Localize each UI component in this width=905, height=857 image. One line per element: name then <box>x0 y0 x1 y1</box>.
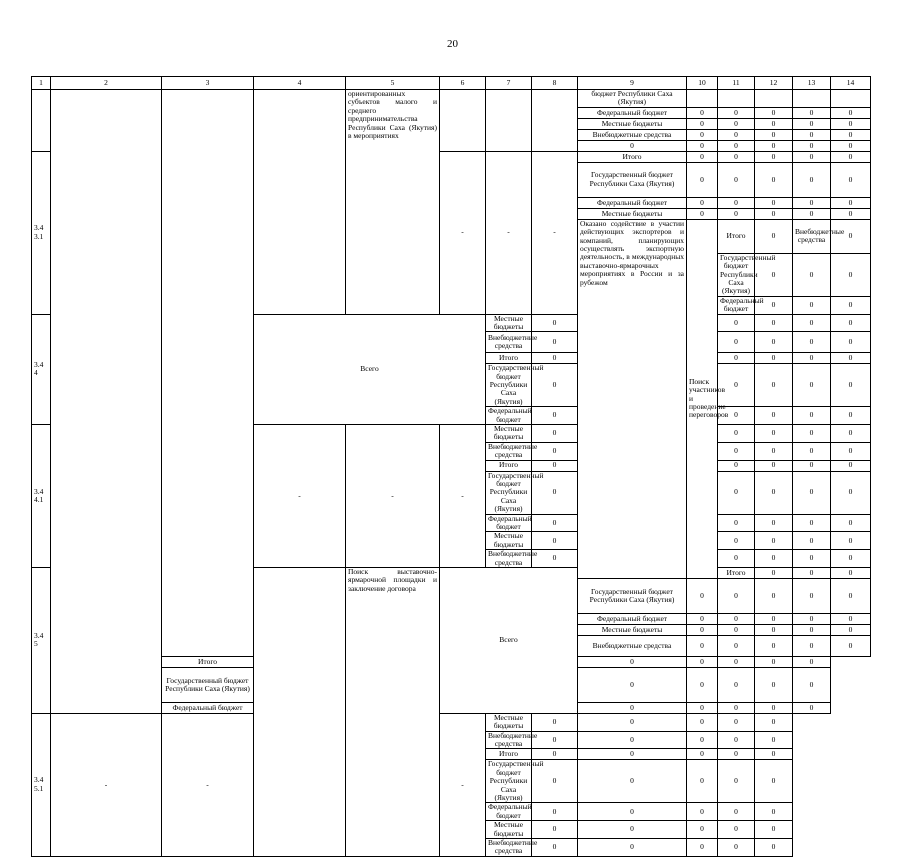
value-cell: 0 <box>831 107 871 118</box>
value-cell: 0 <box>793 635 831 656</box>
budget-table <box>31 76 871 857</box>
date-cell <box>440 90 486 152</box>
value-cell: 0 <box>831 118 871 129</box>
value-cell: 0 <box>831 578 871 613</box>
value-cell: 0 <box>718 314 755 332</box>
value-cell: 0 <box>532 749 578 760</box>
funding-source-cell: Федеральный бюджет <box>718 296 755 314</box>
date-cell: - <box>440 425 486 568</box>
value-cell: 0 <box>718 613 755 624</box>
value-cell: 0 <box>718 197 755 208</box>
row-code-cell: 3.4 4.1 <box>32 425 51 568</box>
value-cell: 0 <box>831 407 871 425</box>
value-cell: 0 <box>532 713 578 731</box>
value-cell: 0 <box>755 713 793 731</box>
date-cell <box>486 90 532 152</box>
funding-source-cell: Федеральный бюджет <box>578 613 687 624</box>
value-cell: 0 <box>755 550 793 568</box>
value-cell: 0 <box>687 749 718 760</box>
value-cell: 0 <box>793 667 831 702</box>
value-cell: 0 <box>578 656 687 667</box>
value-cell: 0 <box>718 713 755 731</box>
value-cell: 0 <box>718 208 755 219</box>
value-cell: 0 <box>687 578 718 613</box>
value-cell: 0 <box>793 253 831 296</box>
value-cell: 0 <box>532 803 578 821</box>
value-cell: 0 <box>755 624 793 635</box>
funding-source-cell: 0 <box>578 140 687 151</box>
funding-source-cell: Федеральный бюджет <box>578 107 687 118</box>
value-cell: 0 <box>532 550 578 568</box>
funding-source-cell: Итого <box>486 353 532 364</box>
value-cell: 0 <box>793 151 831 162</box>
value-cell: 0 <box>755 471 793 514</box>
value-cell: 0 <box>687 162 718 197</box>
col-header: 4 <box>254 77 346 90</box>
value-cell: 0 <box>687 197 718 208</box>
date-cell: - <box>440 713 486 856</box>
value-cell: 0 <box>687 702 718 713</box>
value-cell: 0 <box>755 107 793 118</box>
value-cell: 0 <box>718 749 755 760</box>
value-cell: 0 <box>718 107 755 118</box>
value-cell: 0 <box>755 253 793 296</box>
value-cell: 0 <box>532 442 578 460</box>
value-cell: 0 <box>718 425 755 443</box>
value-cell: 0 <box>755 821 793 839</box>
value-cell: 0 <box>687 731 718 749</box>
funding-source-cell: Государственный бюджет Республики Саха (Якутия) <box>578 578 687 613</box>
value-cell: 0 <box>793 702 831 713</box>
value-cell: 0 <box>687 208 718 219</box>
value-cell: 0 <box>793 162 831 197</box>
value-cell: 0 <box>793 460 831 471</box>
funding-source-cell: Итого <box>718 567 755 578</box>
value-cell: 0 <box>755 514 793 532</box>
value-cell: 0 <box>718 578 755 613</box>
value-cell: 0 <box>532 532 578 550</box>
value-cell: 0 <box>755 635 793 656</box>
date-cell: - <box>254 425 346 568</box>
value-cell: 0 <box>831 208 871 219</box>
value-cell: 0 <box>831 425 871 443</box>
value-cell: 0 <box>578 803 687 821</box>
funding-source-cell: Итого <box>578 151 687 162</box>
value-cell: 0 <box>831 532 871 550</box>
value-cell: 0 <box>831 219 871 253</box>
table-cell <box>687 90 718 108</box>
value-cell: 0 <box>532 514 578 532</box>
value-cell: 0 <box>718 803 755 821</box>
value-cell: 0 <box>755 425 793 443</box>
value-cell: 0 <box>532 838 578 856</box>
date-cell <box>532 90 578 152</box>
value-cell: 0 <box>687 760 718 803</box>
activity-cell: Поиск выставочно-ярмарочной площадки и заключение договора <box>346 567 440 856</box>
value-cell: 0 <box>755 208 793 219</box>
value-cell: 0 <box>755 314 793 332</box>
funding-source-cell: Государственный бюджет Республики Саха (Якутия) <box>578 162 687 197</box>
funding-source-cell: Внебюджетные средства <box>578 129 687 140</box>
col-header: 9 <box>578 77 687 90</box>
funding-source-cell: Итого <box>486 460 532 471</box>
value-cell: 0 <box>755 162 793 197</box>
value-cell: 0 <box>687 667 718 702</box>
funding-source-cell: Внебюджетные средства <box>486 731 532 749</box>
value-cell: Внебюджетные средства <box>793 219 831 253</box>
value-cell: 0 <box>718 656 755 667</box>
col-header: 13 <box>793 77 831 90</box>
value-cell: 0 <box>532 731 578 749</box>
table-body <box>32 90 871 857</box>
value-cell: 0 <box>718 129 755 140</box>
value-cell: 0 <box>532 364 578 407</box>
date-cell: - <box>51 713 162 856</box>
value-cell: 0 <box>755 578 793 613</box>
value-cell: 0 <box>793 118 831 129</box>
value-cell: 0 <box>718 532 755 550</box>
funding-source-cell: Государственный бюджет Республики Саха (Якутия) <box>718 253 755 296</box>
value-cell: 0 <box>755 296 793 314</box>
value-cell: 0 <box>831 162 871 197</box>
value-cell: 0 <box>793 314 831 332</box>
value-cell: 0 <box>578 731 687 749</box>
value-cell: 0 <box>793 197 831 208</box>
value-cell: 0 <box>578 702 687 713</box>
funding-source-cell: Федеральный бюджет <box>162 702 254 713</box>
row-code-cell <box>32 90 51 152</box>
funding-source-cell: Местные бюджеты <box>486 713 532 731</box>
value-cell: 0 <box>687 107 718 118</box>
value-cell: 0 <box>687 713 718 731</box>
value-cell: 0 <box>793 471 831 514</box>
value-cell: 0 <box>687 118 718 129</box>
table-cell <box>755 90 793 108</box>
value-cell: 0 <box>755 332 793 353</box>
col-header: 10 <box>687 77 718 90</box>
value-cell: 0 <box>718 407 755 425</box>
value-cell: 0 <box>687 140 718 151</box>
value-cell: 0 <box>793 353 831 364</box>
indicator-cell <box>162 90 254 657</box>
value-cell: 0 <box>718 140 755 151</box>
funding-source-cell: бюджет Республики Саха (Якутия) <box>578 90 687 108</box>
value-cell: 0 <box>718 353 755 364</box>
value-cell: 0 <box>831 613 871 624</box>
value-cell: 0 <box>793 578 831 613</box>
value-cell: 0 <box>718 364 755 407</box>
value-cell: 0 <box>687 624 718 635</box>
value-cell: 0 <box>831 296 871 314</box>
col-header: 8 <box>532 77 578 90</box>
value-cell: 0 <box>831 567 871 578</box>
value-cell: 0 <box>755 731 793 749</box>
value-cell: 0 <box>718 442 755 460</box>
value-cell: 0 <box>755 442 793 460</box>
value-cell: 0 <box>718 760 755 803</box>
value-cell: 0 <box>532 760 578 803</box>
value-cell: 0 <box>718 332 755 353</box>
value-cell: 0 <box>755 151 793 162</box>
value-cell: 0 <box>755 140 793 151</box>
funding-source-cell: Местные бюджеты <box>486 425 532 443</box>
value-cell: 0 <box>687 821 718 839</box>
activity-cell: ориентированных субъектов малого и среднего предпринимательства Республики Саха (Якутия) в мероприятиях <box>346 90 440 315</box>
value-cell: 0 <box>532 471 578 514</box>
value-cell: 0 <box>793 364 831 407</box>
value-cell: 0 <box>831 151 871 162</box>
value-cell: 0 <box>793 407 831 425</box>
table-row <box>32 90 871 108</box>
total-label-cell: Всего <box>440 567 578 713</box>
value-cell: 0 <box>793 567 831 578</box>
value-cell: 0 <box>831 364 871 407</box>
funding-source-cell: Итого <box>486 749 532 760</box>
value-cell: 0 <box>755 353 793 364</box>
value-cell: 0 <box>687 151 718 162</box>
date-cell: - <box>440 151 486 314</box>
value-cell: 0 <box>532 314 578 332</box>
funding-source-cell: Федеральный бюджет <box>578 197 687 208</box>
row-code-cell: 3.4 3.1 <box>32 151 51 314</box>
value-cell: 0 <box>831 140 871 151</box>
value-cell: 0 <box>793 425 831 443</box>
value-cell: 0 <box>578 667 687 702</box>
result-cell <box>254 90 346 315</box>
funding-source-cell: Государственный бюджет Республики Саха (Якутия) <box>162 667 254 702</box>
value-cell: 0 <box>755 749 793 760</box>
value-cell: 0 <box>718 162 755 197</box>
value-cell: 0 <box>718 118 755 129</box>
value-cell: 0 <box>718 667 755 702</box>
value-cell: 0 <box>718 821 755 839</box>
total-label-cell: Всего <box>254 314 486 425</box>
value-cell: 0 <box>793 624 831 635</box>
funding-source-cell: Внебюджетные средства <box>486 550 532 568</box>
funding-source-cell: Местные бюджеты <box>578 208 687 219</box>
value-cell: 0 <box>831 442 871 460</box>
value-cell: 0 <box>718 151 755 162</box>
value-cell: 0 <box>831 197 871 208</box>
value-cell: 0 <box>687 656 718 667</box>
row-code-cell: 3.4 5.1 <box>32 713 51 856</box>
value-cell: 0 <box>831 471 871 514</box>
funding-source-cell: Федеральный бюджет <box>486 803 532 821</box>
value-cell: 0 <box>718 471 755 514</box>
value-cell: 0 <box>532 407 578 425</box>
page-number: 20 <box>447 38 458 50</box>
value-cell: 0 <box>532 425 578 443</box>
date-cell: - <box>532 151 578 314</box>
executor-cell <box>51 90 162 714</box>
table-row <box>32 713 871 731</box>
funding-source-cell: Федеральный бюджет <box>486 407 532 425</box>
funding-source-cell: Итого <box>162 656 254 667</box>
value-cell: 0 <box>831 624 871 635</box>
row-code-cell: 3.4 4 <box>32 314 51 425</box>
col-header: 5 <box>346 77 440 90</box>
value-cell: 0 <box>831 460 871 471</box>
col-header: 3 <box>162 77 254 90</box>
date-cell: - <box>162 713 254 856</box>
value-cell: 0 <box>755 656 793 667</box>
funding-source-cell: Итого <box>718 219 755 253</box>
value-cell: 0 <box>687 635 718 656</box>
row-code-cell: 3.4 5 <box>32 567 51 713</box>
value-cell: 0 <box>793 296 831 314</box>
col-header: 7 <box>486 77 532 90</box>
header-row <box>32 77 871 90</box>
value-cell: 0 <box>755 118 793 129</box>
value-cell: 0 <box>718 702 755 713</box>
value-cell: 0 <box>755 838 793 856</box>
value-cell: 0 <box>793 613 831 624</box>
value-cell: 0 <box>831 314 871 332</box>
table-cell <box>718 90 755 108</box>
funding-source-cell: Государственный бюджет Республики Саха (Якутия) <box>486 760 532 803</box>
value-cell: 0 <box>755 219 793 253</box>
col-header: 1 <box>32 77 51 90</box>
value-cell: 0 <box>755 197 793 208</box>
value-cell: 0 <box>755 702 793 713</box>
col-header: 14 <box>831 77 871 90</box>
value-cell: 0 <box>793 532 831 550</box>
value-cell: 0 <box>718 514 755 532</box>
result-cell: Оказано содействие в участии действующих экспортеров и компаний, планирующих осуществлять экспортную деятельность, в международных выставочно-ярмарочных мероприятиях в России и за рубежом <box>578 219 687 578</box>
funding-source-cell: Местные бюджеты <box>486 314 532 332</box>
value-cell: 0 <box>755 532 793 550</box>
value-cell: 0 <box>578 760 687 803</box>
activity-cell: Поиск участников и проведение переговоров <box>687 219 718 578</box>
value-cell: 0 <box>831 332 871 353</box>
value-cell: 0 <box>793 208 831 219</box>
value-cell: 0 <box>755 760 793 803</box>
value-cell: 0 <box>793 107 831 118</box>
value-cell: 0 <box>718 460 755 471</box>
value-cell: 0 <box>831 635 871 656</box>
value-cell: 0 <box>755 567 793 578</box>
date-cell: - <box>346 425 440 568</box>
value-cell: 0 <box>718 624 755 635</box>
value-cell: 0 <box>755 667 793 702</box>
value-cell: 0 <box>578 838 687 856</box>
value-cell: 0 <box>793 550 831 568</box>
funding-source-cell: Местные бюджеты <box>486 532 532 550</box>
funding-source-cell: Местные бюджеты <box>578 624 687 635</box>
value-cell: 0 <box>793 140 831 151</box>
funding-source-cell: Федеральный бюджет <box>486 514 532 532</box>
funding-source-cell: Государственный бюджет Республики Саха (Якутия) <box>486 471 532 514</box>
col-header: 6 <box>440 77 486 90</box>
value-cell: 0 <box>578 713 687 731</box>
value-cell: 0 <box>755 407 793 425</box>
col-header: 12 <box>755 77 793 90</box>
funding-source-cell: Внебюджетные средства <box>486 332 532 353</box>
funding-source-cell: Местные бюджеты <box>578 118 687 129</box>
value-cell: 0 <box>793 129 831 140</box>
value-cell: 0 <box>831 514 871 532</box>
table-cell <box>831 90 871 108</box>
value-cell: 0 <box>718 838 755 856</box>
value-cell: 0 <box>831 550 871 568</box>
value-cell: 0 <box>687 129 718 140</box>
value-cell: 0 <box>718 550 755 568</box>
col-header: 11 <box>718 77 755 90</box>
funding-source-cell: Внебюджетные средства <box>578 635 687 656</box>
value-cell: 0 <box>578 749 687 760</box>
value-cell: 0 <box>687 803 718 821</box>
value-cell: 0 <box>755 803 793 821</box>
value-cell: 0 <box>831 353 871 364</box>
value-cell: 0 <box>793 332 831 353</box>
value-cell: 0 <box>532 353 578 364</box>
value-cell: 0 <box>793 442 831 460</box>
value-cell: 0 <box>532 332 578 353</box>
funding-source-cell: Государственный бюджет Республики Саха (Якутия) <box>486 364 532 407</box>
funding-source-cell: Внебюджетные средства <box>486 442 532 460</box>
value-cell: 0 <box>793 514 831 532</box>
value-cell: 0 <box>718 635 755 656</box>
value-cell: 0 <box>755 613 793 624</box>
table-cell <box>793 90 831 108</box>
col-header: 2 <box>51 77 162 90</box>
value-cell: 0 <box>755 129 793 140</box>
value-cell: 0 <box>831 253 871 296</box>
funding-source-cell: Внебюджетные средства <box>486 838 532 856</box>
funding-source-cell: Местные бюджеты <box>486 821 532 839</box>
value-cell: 0 <box>532 821 578 839</box>
value-cell: 0 <box>687 838 718 856</box>
value-cell: 0 <box>532 460 578 471</box>
value-cell: 0 <box>718 731 755 749</box>
value-cell: 0 <box>687 613 718 624</box>
value-cell: 0 <box>831 129 871 140</box>
value-cell: 0 <box>755 460 793 471</box>
value-cell: 0 <box>755 364 793 407</box>
date-cell: - <box>486 151 532 314</box>
result-cell <box>254 567 346 856</box>
value-cell: 0 <box>793 656 831 667</box>
value-cell: 0 <box>578 821 687 839</box>
